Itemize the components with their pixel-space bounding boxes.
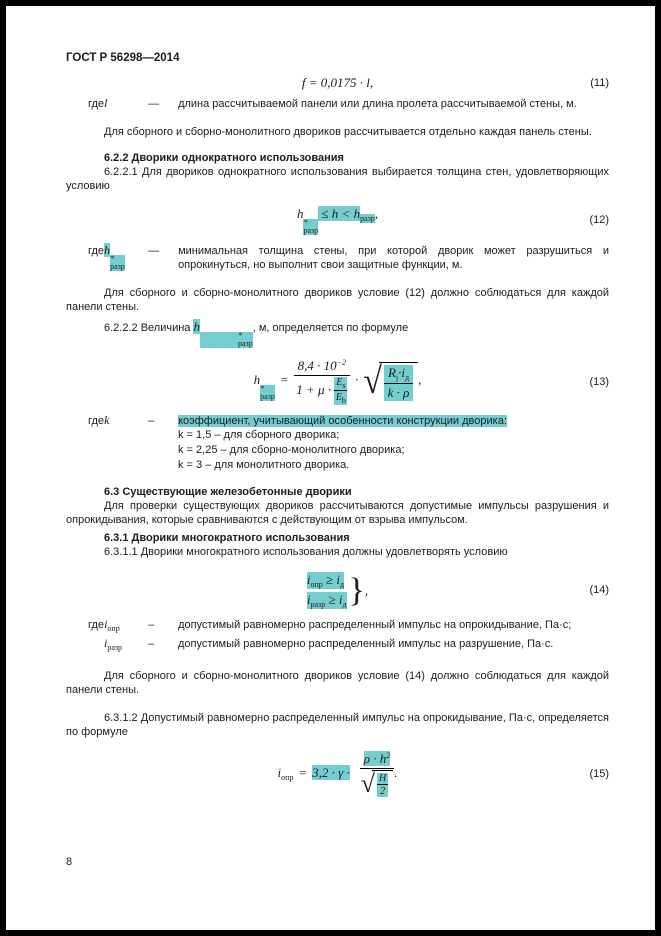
- math-var-i: i: [338, 592, 343, 607]
- inline-math-h-razr: [193, 319, 253, 348]
- doc-number: ГОСТ Р 56298—2014: [66, 52, 180, 64]
- math-exponent: 2: [386, 751, 391, 760]
- paragraph-6-3-intro: Для проверки существующих двориков рассчитываются допустимые импульсы разрушения и опрокидывания, которые сравниваются с действующим от взрыва импульсом.: [66, 500, 609, 526]
- heading-6-3: 6.3 Существующие железобетонные дворики: [104, 486, 352, 498]
- formula-14: [66, 571, 609, 609]
- fraction-numerator: [360, 751, 395, 769]
- formula-14-number: (14): [589, 584, 609, 596]
- math-var-i: i: [104, 636, 108, 650]
- where-block-12: [66, 243, 609, 272]
- where-label: где: [88, 619, 105, 631]
- fraction-main: [294, 358, 350, 405]
- dash: –: [148, 638, 155, 650]
- paragraph-condition-14: Для сборного и сборно-монолитного двориков условие (14) должно соблюдаться для каждой панели стены.: [66, 670, 609, 696]
- paragraph-condition-12: Для сборного и сборно-монолитного двориков условие (12) должно соблюдаться для каждой панели стены.: [66, 287, 609, 313]
- math-var-i-razr: [104, 636, 148, 655]
- where-row: [66, 617, 609, 636]
- math-comma: ,: [364, 582, 369, 598]
- list-item: k = 3 – для монолитного дворика.: [178, 459, 350, 471]
- math-sub-opr: опр: [281, 772, 294, 782]
- dash: —: [148, 245, 160, 257]
- where-definition: [178, 414, 609, 428]
- where-definition: допустимый равномерно распределенный импульс на разрушение, Па·с.: [178, 638, 554, 650]
- formula-11: [66, 74, 609, 92]
- fraction-numerator: [334, 377, 347, 391]
- math-relation: ≥: [325, 592, 339, 607]
- heading-6-3-1: 6.3.1 Дворики многократного использования: [104, 532, 350, 544]
- square-root: [363, 362, 418, 401]
- math-rho-h: [364, 751, 391, 766]
- math-equals: =: [298, 764, 308, 780]
- math-multiply: ·: [398, 365, 402, 380]
- math-sub-d: д: [342, 600, 347, 609]
- math-sub-razr: разр: [310, 600, 326, 609]
- list-item: k = 2,25 – для сборно-монолитного дворика;: [178, 444, 405, 456]
- math-exponent: −2: [336, 358, 347, 367]
- math-supsub-razr: [260, 385, 275, 401]
- formula-13-number: (13): [589, 375, 609, 388]
- heading-6-2-2: 6.2.2 Дворики однократного использования: [104, 152, 344, 164]
- math-coefficient: 3,2 · γ ·: [312, 764, 350, 780]
- where-row: [66, 96, 609, 111]
- k-value-list: [66, 428, 609, 473]
- math-sup-star: *: [110, 254, 115, 263]
- where-label: где: [88, 245, 105, 257]
- math-var-i: i: [306, 572, 311, 587]
- math-sub-opr: опр: [107, 624, 120, 633]
- dash: –: [148, 415, 155, 427]
- formula-12-body: [296, 206, 379, 235]
- math-relation: ≥: [322, 572, 337, 587]
- math-supsub-razr: [200, 332, 253, 348]
- math-relation: ≤ h < h: [318, 206, 361, 221]
- math-var-l: l: [104, 96, 108, 110]
- math-comma: ,: [374, 206, 379, 221]
- math-var-i: i: [306, 592, 311, 607]
- formula-12-number: (12): [589, 214, 609, 226]
- where-block-14: [66, 617, 609, 655]
- math-equals: =: [279, 372, 289, 388]
- fraction-denominator: [360, 769, 395, 797]
- math-den-pre: 1 + μ ·: [296, 381, 331, 397]
- math-var-E: E: [335, 392, 342, 403]
- math-var-R: R: [387, 365, 396, 380]
- math-sub-d: д: [405, 373, 410, 382]
- math-var-i: i: [401, 365, 406, 380]
- inequality-system: [307, 572, 347, 609]
- fraction-under-root: [384, 365, 413, 401]
- paragraph-panel-note: Для сборного и сборно-монолитного двориков рассчитывается отдельно каждая панель стены.: [104, 126, 592, 138]
- where-definition: длина рассчитываемой панели или длина пролета рассчитываемой стены, м.: [178, 98, 577, 110]
- math-var-i-opr: [104, 617, 148, 636]
- math-sub-razr: разр: [303, 226, 319, 235]
- math-var-i: i: [277, 764, 282, 780]
- math-sup-star: *: [237, 331, 242, 340]
- where-row: [66, 636, 609, 655]
- fraction-denominator: k · ρ: [387, 385, 410, 400]
- formula-11-number: (11): [590, 77, 609, 89]
- math-supsub-razr: [110, 255, 125, 271]
- math-sub-razr: разр: [237, 339, 253, 348]
- math-period: .: [394, 764, 398, 780]
- where-definition-text: коэффициент, учитывающий особенности конструкции дворика:: [178, 415, 507, 427]
- formula-15-number: (15): [589, 768, 609, 780]
- fraction-numerator: [384, 365, 413, 384]
- formula-12: [66, 205, 609, 235]
- paragraph-6-3-1-2: 6.3.1.2 Допустимый равномерно распределенный импульс на опрокидывание, Па·с, определяется по формуле: [66, 712, 609, 738]
- paragraph-6-2-2-1: 6.2.2.1 Для двориков однократного использования выбирается толщина стен, удовлетворяющих условию: [66, 166, 609, 192]
- system-brace: }: [348, 571, 365, 609]
- math-var-i: i: [104, 617, 108, 631]
- fraction-denominator: [294, 376, 350, 405]
- text-post: , м, определяется по формуле: [252, 322, 409, 334]
- formula-14-body: [307, 572, 368, 609]
- math-var-h: h: [253, 372, 261, 388]
- math-number: 8,4 · 10: [297, 358, 337, 373]
- formula-15: [66, 751, 609, 797]
- where-row: [66, 243, 609, 272]
- math-body: ρ · h: [363, 751, 387, 766]
- math-sub-s: s: [342, 381, 346, 390]
- math-var-k: k: [104, 413, 110, 427]
- fraction-main: [360, 751, 398, 798]
- math-multiply: ·: [355, 372, 359, 388]
- radical-sign: √: [363, 360, 382, 402]
- inequality-line-2: [307, 592, 347, 609]
- paragraph-6-2-2-2: [66, 320, 609, 348]
- where-label: где: [88, 415, 105, 427]
- math-var-h: h: [296, 206, 304, 221]
- math-sub-j: j: [395, 373, 399, 382]
- math-sup-star: *: [260, 384, 265, 394]
- math-var-h: h: [104, 243, 111, 257]
- text-pre: 6.2.2.2 Величина: [104, 322, 194, 334]
- paragraph-6-3-1-1: 6.3.1.1 Дворики многократного использования должны удовлетворять условию: [104, 546, 508, 558]
- math-var-h-razr: [104, 243, 148, 271]
- math-sup-star: *: [303, 218, 308, 227]
- math-var-E: E: [336, 377, 343, 388]
- formula-13: [66, 358, 609, 405]
- math-sub-razr: разр: [107, 643, 123, 652]
- math-sub-opr: опр: [310, 580, 323, 589]
- where-block-11: [66, 96, 609, 111]
- square-root: [361, 770, 394, 797]
- dash: –: [148, 619, 155, 631]
- where-label: где: [88, 98, 105, 110]
- fraction-denominator: 2: [380, 786, 386, 797]
- math-sub-d: д: [340, 580, 345, 589]
- where-definition: минимальная толщина стены, при которой дворик может разрушиться и опрокинуться, но выполнит свои защитные функции, м.: [178, 245, 609, 271]
- formula-11-body: f = 0,0175 · l,: [301, 75, 374, 90]
- math-sub-razr: разр: [110, 262, 125, 271]
- math-sub-b: b: [341, 396, 346, 405]
- where-block-13: [66, 413, 609, 473]
- math-comma: ,: [418, 372, 422, 388]
- list-item: k = 1,5 – для сборного дворика;: [178, 429, 340, 441]
- radical-sign: √: [360, 768, 376, 798]
- math-sub-razr: разр: [360, 214, 375, 223]
- fraction-H-2: [377, 773, 388, 797]
- where-definition: допустимый равномерно распределенный импульс на опрокидывание, Па·с;: [178, 619, 572, 631]
- math-var-i: i: [336, 572, 341, 587]
- math-sub-razr: разр: [260, 392, 275, 402]
- fraction-numerator: [294, 358, 350, 376]
- fraction-numerator: H: [379, 773, 387, 784]
- math-supsub-razr: [303, 219, 318, 235]
- fraction-denominator: [334, 391, 347, 405]
- dash: —: [148, 98, 160, 110]
- inequality-line-1: [307, 572, 344, 589]
- radicand: [379, 362, 418, 401]
- page-number: 8: [66, 856, 73, 868]
- fraction-Es-Eb: [334, 377, 347, 405]
- radicand: [372, 770, 393, 797]
- where-row: [66, 413, 609, 428]
- math-var-h: h: [193, 319, 200, 334]
